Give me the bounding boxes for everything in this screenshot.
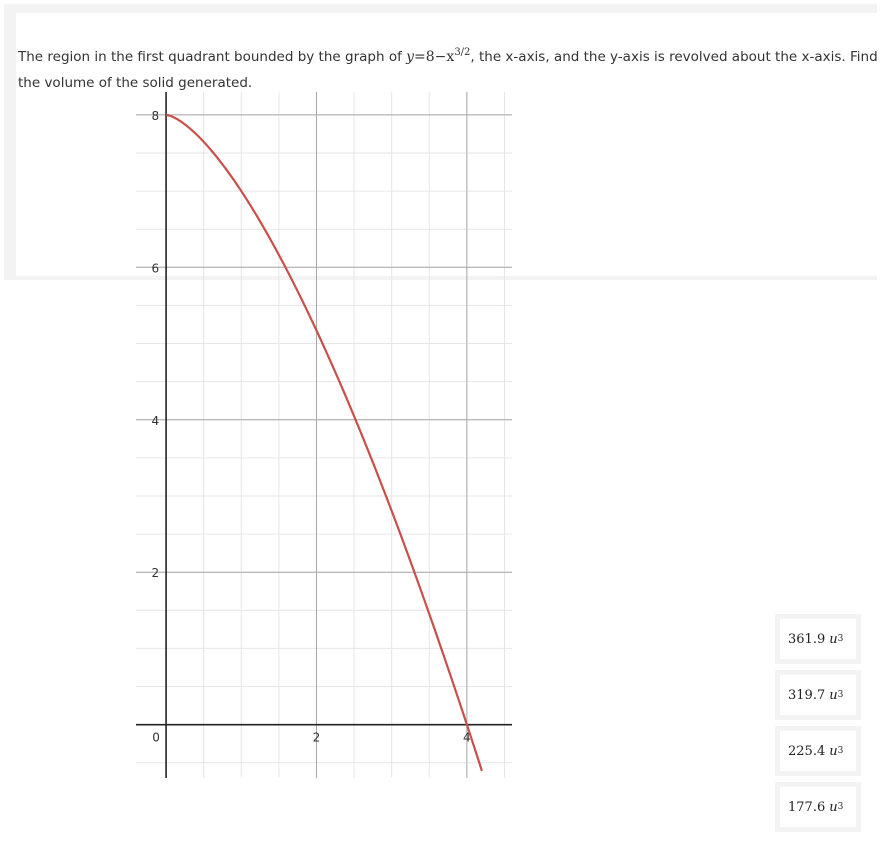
axes xyxy=(136,92,512,778)
answer-choice-box: 361.9 u 3 xyxy=(780,619,856,659)
answer-choice-box: 177.6 u 3 xyxy=(780,787,856,827)
question-text-before: The region in the first quadrant bounded by the graph of xyxy=(18,49,407,65)
answer-unit: u xyxy=(829,743,838,759)
tick-labels xyxy=(151,109,470,745)
function-curve xyxy=(166,115,482,771)
answer-value: 319.7 xyxy=(788,687,826,703)
equation-body: =8−x xyxy=(414,49,455,65)
equation-exponent: 3/2 xyxy=(454,47,471,58)
answer-unit: u xyxy=(829,687,838,703)
answer-value: 361.9 xyxy=(788,631,826,647)
equation xyxy=(406,49,470,65)
equation-variable: y xyxy=(406,49,415,65)
answer-choice[interactable] xyxy=(775,782,861,832)
x-tick-label: 2 xyxy=(312,730,321,745)
x-tick-label: 4 xyxy=(463,730,471,745)
answer-choice[interactable] xyxy=(775,670,861,720)
y-tick-label: 4 xyxy=(151,413,160,428)
answer-choice[interactable] xyxy=(775,614,861,664)
answer-choices xyxy=(775,614,861,838)
question-text-after: , the x-axis, and the y-axis is revolved about the x-axis. Find the volume of the solid generated. xyxy=(18,49,878,91)
y-tick-label: 2 xyxy=(151,566,160,581)
question-text xyxy=(18,44,880,96)
curve-layer xyxy=(166,115,482,771)
major-grid xyxy=(136,92,512,778)
answer-value: 177.6 xyxy=(788,799,826,815)
y-tick-label: 6 xyxy=(151,261,160,276)
answer-unit: u xyxy=(829,631,838,647)
x-tick-label: 0 xyxy=(152,730,160,745)
answer-value: 225.4 xyxy=(788,743,826,759)
answer-unit: u xyxy=(829,799,838,815)
answer-choice-box: 225.4 u 3 xyxy=(780,731,856,771)
y-tick-label: 8 xyxy=(151,108,160,123)
function-graph xyxy=(118,92,518,778)
minor-grid xyxy=(136,92,512,778)
answer-choice-box: 319.7 u 3 xyxy=(780,675,856,715)
answer-choice[interactable] xyxy=(775,726,861,776)
